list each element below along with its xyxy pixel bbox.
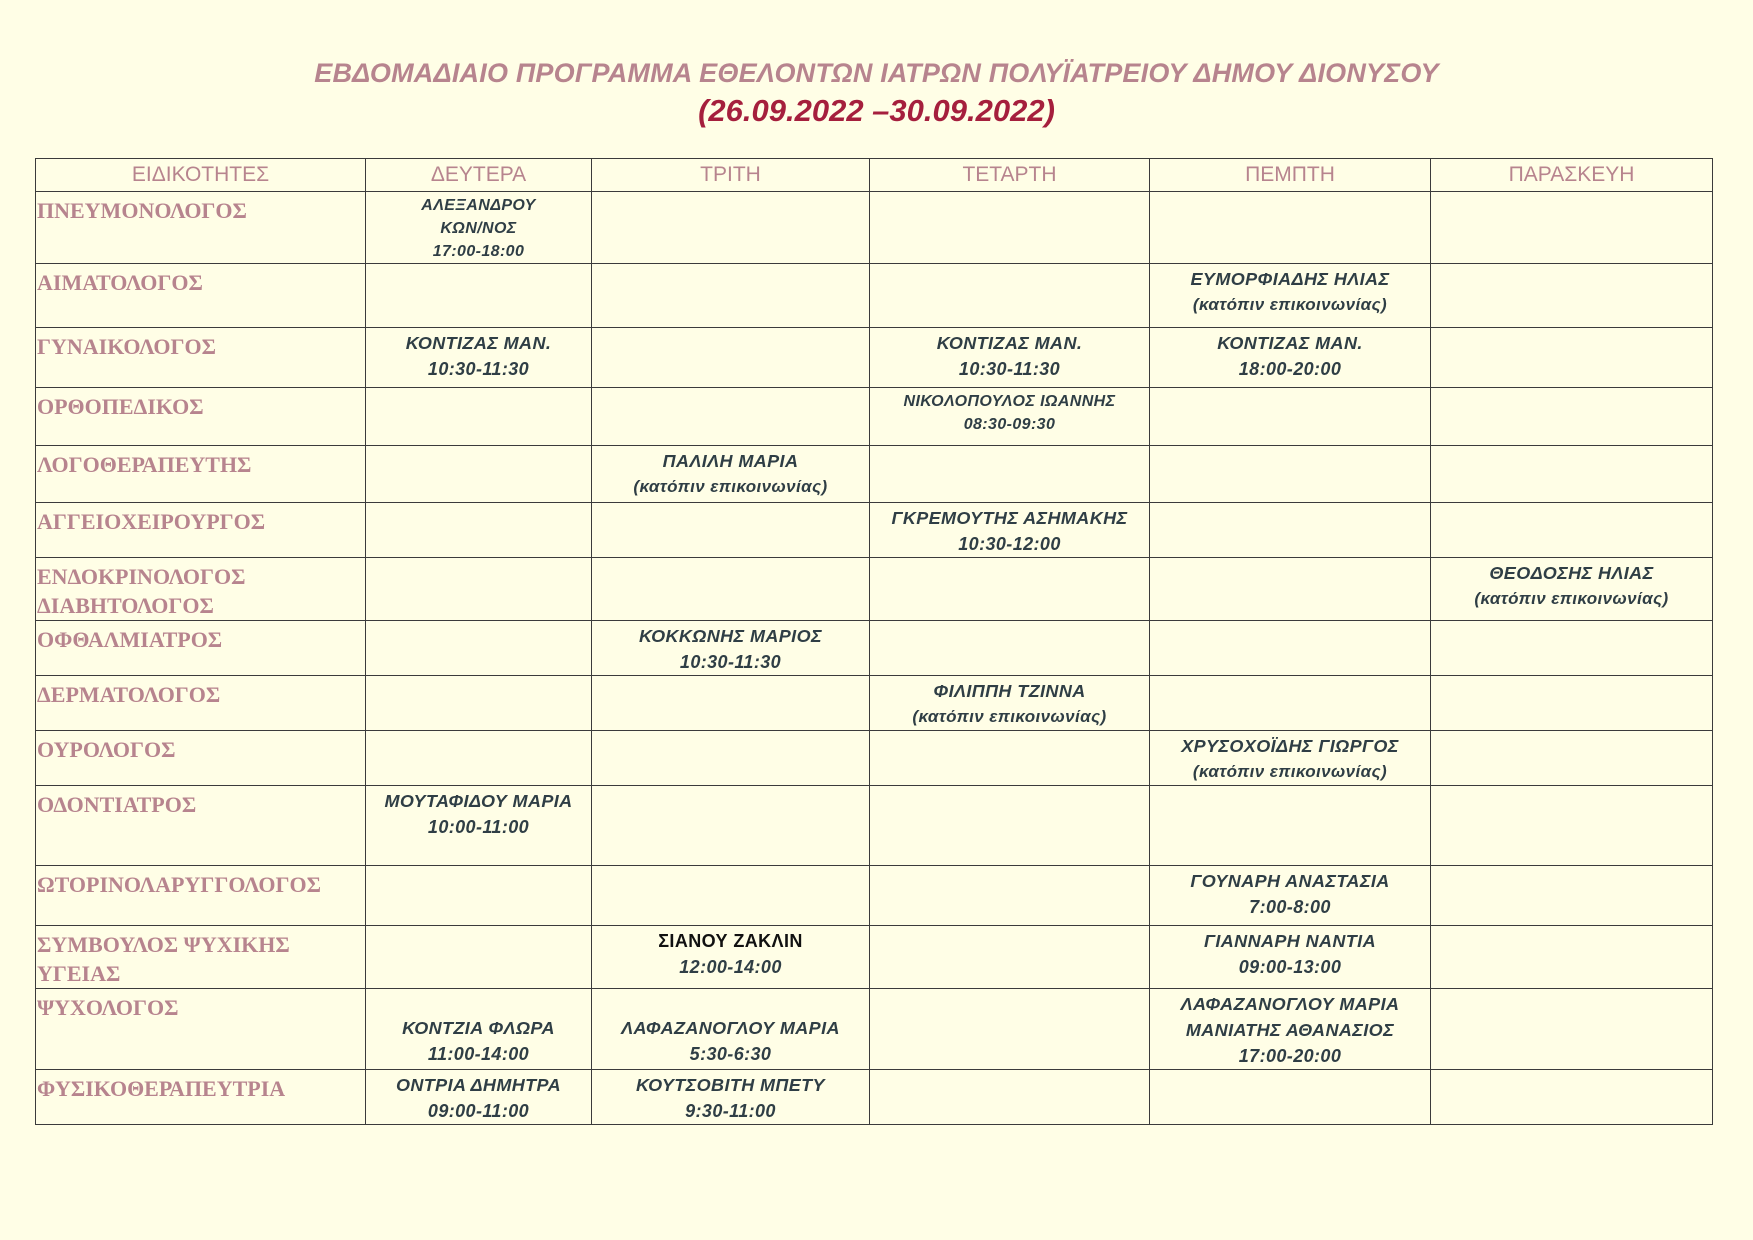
header-wednesday: ΤΕΤΑΡΤΗ xyxy=(870,159,1150,192)
schedule-cell-monday xyxy=(366,558,592,621)
schedule-cell-thursday xyxy=(1150,866,1431,926)
schedule-cell-friday xyxy=(1431,388,1713,446)
specialty-cell xyxy=(36,676,366,731)
cell-line: ΓΟΥΝΑΡΗ ΑΝΑΣΤΑΣΙΑ xyxy=(1190,871,1390,891)
header-row xyxy=(36,159,1713,192)
cell-line: ΓΚΡΕΜΟΥΤΗΣ ΑΣΗΜΑΚΗΣ xyxy=(891,508,1128,528)
schedule-cell-tuesday xyxy=(592,328,870,388)
cell-line: 09:00-13:00 xyxy=(1238,957,1342,977)
schedule-cell-thursday xyxy=(1150,989,1431,1070)
schedule-cell-monday xyxy=(366,446,592,503)
specialty-cell xyxy=(36,192,366,264)
cell-line: 11:00-14:00 xyxy=(427,1044,530,1064)
specialty-cell xyxy=(36,786,366,866)
schedule-cell-thursday xyxy=(1150,676,1431,731)
schedule-cell-monday xyxy=(366,676,592,731)
schedule-cell-monday xyxy=(366,866,592,926)
cell-line: ΚΟΝΤΙΖΑΣ ΜΑΝ. xyxy=(1217,333,1363,353)
schedule-cell-wednesday xyxy=(870,866,1150,926)
cell-line: 09:00-11:00 xyxy=(427,1101,530,1121)
table-row xyxy=(36,621,1713,676)
header-specialties: ΕΙΔΙΚΟΤΗΤΕΣ xyxy=(36,159,366,192)
specialty-cell xyxy=(36,388,366,446)
specialty-cell xyxy=(36,866,366,926)
schedule-cell-thursday xyxy=(1150,264,1431,328)
schedule-cell-wednesday xyxy=(870,388,1150,446)
specialty-cell xyxy=(36,989,366,1070)
specialty-label: ΠΝΕΥΜΟΝΟΛΟΓΟΣ xyxy=(37,198,247,223)
schedule-cell-tuesday xyxy=(592,731,870,786)
table-row xyxy=(36,558,1713,621)
schedule-cell-tuesday xyxy=(592,866,870,926)
cell-line: ΚΟΥΤΣΟΒΙΤΗ ΜΠΕΤΥ xyxy=(636,1075,825,1095)
cell-line: ΑΛΕΞΑΝΔΡΟΥ xyxy=(421,197,536,214)
schedule-cell-thursday xyxy=(1150,786,1431,866)
table-row xyxy=(36,676,1713,731)
table-row xyxy=(36,926,1713,989)
specialty-cell xyxy=(36,1070,366,1125)
cell-line: ΘΕΟΔΟΣΗΣ ΗΛΙΑΣ xyxy=(1489,563,1654,583)
cell-line: 18:00-20:00 xyxy=(1238,359,1342,379)
schedule-cell-monday xyxy=(366,989,592,1070)
specialty-cell xyxy=(36,731,366,786)
schedule-cell-thursday xyxy=(1150,446,1431,503)
specialty-label: ΥΓΕΙΑΣ xyxy=(37,961,121,986)
schedule-cell-wednesday xyxy=(870,926,1150,989)
schedule-cell-wednesday xyxy=(870,558,1150,621)
schedule-cell-thursday xyxy=(1150,926,1431,989)
specialty-label: ΓΥΝΑΙΚΟΛΟΓΟΣ xyxy=(37,334,216,359)
schedule-cell-friday xyxy=(1431,989,1713,1070)
table-row xyxy=(36,786,1713,866)
cell-line: ΕΥΜΟΡΦΙΑΔΗΣ ΗΛΙΑΣ xyxy=(1190,269,1390,289)
cell-line: 5:30-6:30 xyxy=(689,1044,772,1064)
schedule-cell-monday xyxy=(366,328,592,388)
specialty-cell xyxy=(36,926,366,989)
schedule-cell-monday xyxy=(366,192,592,264)
cell-line: 10:30-11:30 xyxy=(427,359,530,379)
cell-line: ΠΑΛΙΛΗ ΜΑΡΙΑ xyxy=(662,451,799,471)
cell-line: 17:00-18:00 xyxy=(432,243,525,260)
schedule-cell-wednesday xyxy=(870,786,1150,866)
cell-line: (κατόπιν επικοινωνίας) xyxy=(1474,589,1669,608)
specialty-label: ΟΦΘΑΛΜΙΑΤΡΟΣ xyxy=(37,627,223,652)
schedule-cell-tuesday xyxy=(592,1070,870,1125)
cell-line: (κατόπιν επικοινωνίας) xyxy=(1192,295,1388,314)
cell-line: ΛΑΦΑΖΑΝΟΓΛΟΥ ΜΑΡΙΑ xyxy=(1180,994,1400,1014)
schedule-cell-tuesday xyxy=(592,989,870,1070)
specialty-cell xyxy=(36,621,366,676)
cell-line: ΚΟΝΤΙΖΑΣ ΜΑΝ. xyxy=(405,333,552,353)
schedule-cell-friday xyxy=(1431,192,1713,264)
specialty-label: ΕΝΔΟΚΡΙΝΟΛΟΓΟΣ xyxy=(37,564,246,589)
cell-line: ΣΙΑΝΟΥ ΖΑΚΛΙΝ xyxy=(658,931,803,951)
schedule-cell-monday xyxy=(366,388,592,446)
header-thursday: ΠΕΜΠΤΗ xyxy=(1150,159,1431,192)
schedule-cell-friday xyxy=(1431,621,1713,676)
cell-line: ΧΡΥΣΟΧΟΪΔΗΣ ΓΙΩΡΓΟΣ xyxy=(1181,736,1399,756)
schedule-cell-thursday xyxy=(1150,192,1431,264)
specialty-cell xyxy=(36,446,366,503)
schedule-cell-monday xyxy=(366,503,592,558)
schedule-cell-wednesday xyxy=(870,446,1150,503)
schedule-cell-monday xyxy=(366,786,592,866)
schedule-cell-monday xyxy=(366,264,592,328)
specialty-label: ΛΟΓΟΘΕΡΑΠΕΥΤΗΣ xyxy=(37,452,252,477)
schedule-cell-thursday xyxy=(1150,558,1431,621)
schedule-cell-thursday xyxy=(1150,328,1431,388)
cell-line: 12:00-14:00 xyxy=(679,957,782,977)
schedule-cell-tuesday xyxy=(592,786,870,866)
schedule-cell-tuesday xyxy=(592,558,870,621)
table-row xyxy=(36,192,1713,264)
cell-line: 10:30-11:30 xyxy=(679,652,782,672)
specialty-label: ΨΥΧΟΛΟΓΟΣ xyxy=(37,995,179,1020)
schedule-cell-wednesday xyxy=(870,621,1150,676)
schedule-cell-wednesday xyxy=(870,1070,1150,1125)
schedule-cell-friday xyxy=(1431,328,1713,388)
header-monday: ΔΕΥΤΕΡΑ xyxy=(366,159,592,192)
cell-line: ΛΑΦΑΖΑΝΟΓΛΟΥ ΜΑΡΙΑ xyxy=(621,1018,840,1038)
specialty-label: ΣΥΜΒΟΥΛΟΣ ΨΥΧΙΚΗΣ xyxy=(37,932,290,957)
schedule-cell-friday xyxy=(1431,926,1713,989)
schedule-cell-thursday xyxy=(1150,503,1431,558)
table-row xyxy=(36,731,1713,786)
schedule-cell-friday xyxy=(1431,676,1713,731)
cell-line: 7:00-8:00 xyxy=(1249,897,1331,917)
cell-line: 10:30-11:30 xyxy=(958,359,1061,379)
cell-line: 10:00-11:00 xyxy=(427,817,530,837)
schedule-cell-friday xyxy=(1431,558,1713,621)
cell-line: (κατόπιν επικοινωνίας) xyxy=(633,477,828,496)
specialty-label: ΑΓΓΕΙΟΧΕΙΡΟΥΡΓΟΣ xyxy=(37,509,266,534)
schedule-cell-tuesday xyxy=(592,264,870,328)
table-row xyxy=(36,866,1713,926)
schedule-cell-friday xyxy=(1431,503,1713,558)
schedule-cell-tuesday xyxy=(592,503,870,558)
cell-line: ΓΙΑΝΝΑΡΗ ΝΑΝΤΙΑ xyxy=(1204,931,1376,951)
specialty-cell xyxy=(36,503,366,558)
specialty-label: ΟΔΟΝΤΙΑΤΡΟΣ xyxy=(37,792,197,817)
schedule-cell-tuesday xyxy=(592,676,870,731)
table-row xyxy=(36,388,1713,446)
schedule-cell-friday xyxy=(1431,786,1713,866)
schedule-cell-thursday xyxy=(1150,388,1431,446)
schedule-cell-wednesday xyxy=(870,989,1150,1070)
cell-line: ΚΟΝΤΖΙΑ ΦΛΩΡΑ xyxy=(402,1018,555,1038)
cell-line: ΟΝΤΡΙΑ ΔΗΜΗΤΡΑ xyxy=(395,1075,561,1095)
cell-line: (κατόπιν επικοινωνίας) xyxy=(1192,762,1388,781)
table-row xyxy=(36,503,1713,558)
cell-line: ΝΙΚΟΛΟΠΟΥΛΟΣ ΙΩΑΝΝΗΣ xyxy=(903,393,1116,410)
table-row xyxy=(36,264,1713,328)
schedule-cell-thursday xyxy=(1150,621,1431,676)
header-tuesday: ΤΡΙΤΗ xyxy=(592,159,870,192)
cell-line: 9:30-11:00 xyxy=(685,1101,776,1121)
specialty-label: ΑΙΜΑΤΟΛΟΓΟΣ xyxy=(37,270,203,295)
schedule-cell-friday xyxy=(1431,264,1713,328)
cell-line: ΚΟΚΚΩΝΗΣ ΜΑΡΙΟΣ xyxy=(638,626,822,646)
schedule-cell-wednesday xyxy=(870,676,1150,731)
schedule-cell-wednesday xyxy=(870,264,1150,328)
specialty-label: ΔΕΡΜΑΤΟΛΟΓΟΣ xyxy=(37,682,221,707)
page-title: ΕΒΔΟΜΑΔΙΑΙΟ ΠΡΟΓΡΑΜΜΑ ΕΘΕΛΟΝΤΩΝ ΙΑΤΡΩΝ ΠΟΛΥΪΑΤΡΕΙΟΥ ΔΗΜΟΥ ΔΙΟΝΥΣΟΥ xyxy=(314,58,1439,88)
schedule-cell-friday xyxy=(1431,731,1713,786)
cell-line: ΚΟΝΤΙΖΑΣ ΜΑΝ. xyxy=(936,333,1083,353)
schedule-cell-friday xyxy=(1431,866,1713,926)
cell-line: ΜΟΥΤΑΦΙΔΟΥ ΜΑΡΙΑ xyxy=(384,791,573,811)
schedule-cell-monday xyxy=(366,731,592,786)
schedule-cell-tuesday xyxy=(592,388,870,446)
cell-line: 10:30-12:00 xyxy=(958,534,1061,554)
specialty-label: ΦΥΣΙΚΟΘΕΡΑΠΕΥΤΡΙΑ xyxy=(37,1076,286,1101)
cell-line: (κατόπιν επικοινωνίας) xyxy=(912,707,1107,726)
schedule-cell-tuesday xyxy=(592,926,870,989)
specialty-cell xyxy=(36,264,366,328)
table-row xyxy=(36,1070,1713,1125)
schedule-cell-wednesday xyxy=(870,328,1150,388)
specialty-label: ΔΙΑΒΗΤΟΛΟΓΟΣ xyxy=(37,593,214,618)
specialty-cell xyxy=(36,328,366,388)
table-row xyxy=(36,989,1713,1070)
specialty-label: ΩΤΟΡΙΝΟΛΑΡΥΓΓΟΛΟΓΟΣ xyxy=(37,872,321,897)
schedule-cell-tuesday xyxy=(592,192,870,264)
date-range: (26.09.2022 –30.09.2022) xyxy=(698,93,1055,128)
title-block xyxy=(0,58,1753,129)
table-row xyxy=(36,446,1713,503)
schedule-body xyxy=(36,192,1713,1125)
schedule-cell-tuesday xyxy=(592,621,870,676)
schedule-cell-wednesday xyxy=(870,503,1150,558)
header-friday: ΠΑΡΑΣΚΕΥΗ xyxy=(1431,159,1713,192)
schedule-cell-monday xyxy=(366,1070,592,1125)
schedule-cell-friday xyxy=(1431,1070,1713,1125)
cell-line: 08:30-09:30 xyxy=(963,416,1056,433)
schedule-cell-friday xyxy=(1431,446,1713,503)
schedule-cell-wednesday xyxy=(870,192,1150,264)
table-row xyxy=(36,328,1713,388)
specialty-cell xyxy=(36,558,366,621)
specialty-label: ΟΥΡΟΛΟΓΟΣ xyxy=(37,737,176,762)
schedule-table xyxy=(35,158,1713,1125)
schedule-cell-monday xyxy=(366,926,592,989)
cell-line: ΜΑΝΙΑΤΗΣ ΑΘΑΝΑΣΙΟΣ xyxy=(1185,1020,1395,1040)
schedule-cell-tuesday xyxy=(592,446,870,503)
specialty-label: ΟΡΘΟΠΕΔΙΚΟΣ xyxy=(37,394,204,419)
schedule-cell-thursday xyxy=(1150,731,1431,786)
schedule-cell-wednesday xyxy=(870,731,1150,786)
cell-line: 17:00-20:00 xyxy=(1238,1046,1342,1066)
schedule-cell-thursday xyxy=(1150,1070,1431,1125)
cell-line: ΦΙΛΙΠΠΗ ΤΖΙΝΝΑ xyxy=(933,681,1086,701)
schedule-cell-monday xyxy=(366,621,592,676)
cell-line: ΚΩΝ/ΝΟΣ xyxy=(440,220,517,237)
